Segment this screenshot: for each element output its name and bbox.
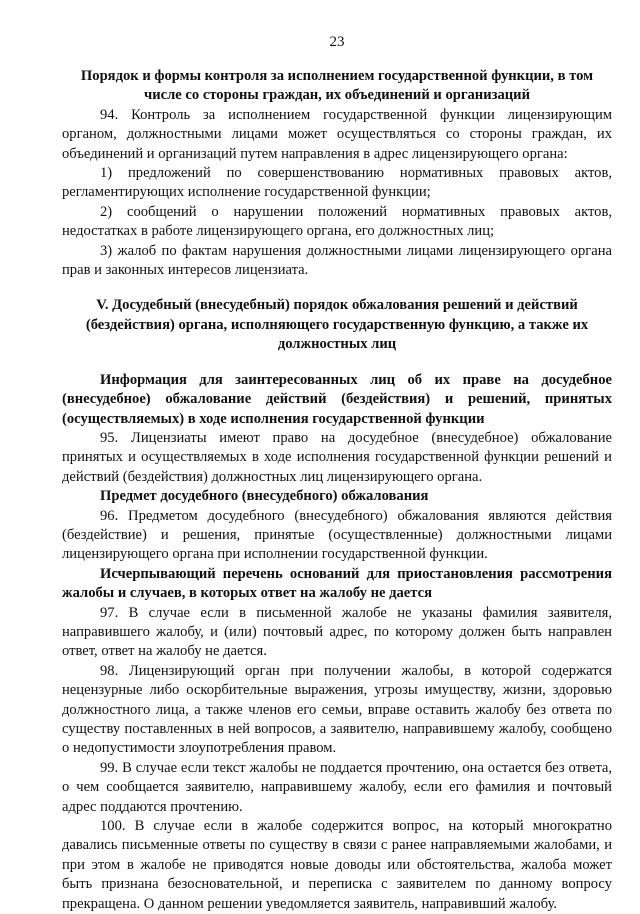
control-section-heading: Порядок и формы контроля за исполнением государственной функции, в том числе со стороны граждан, их объединений и организаций xyxy=(80,68,594,104)
list-item-1: 1) предложений по совершенствованию нормативных правовых актов, регламентирующих исполнение государственной функции; xyxy=(62,165,612,201)
info-subheading: Информация для заинтересованных лиц об их праве на досудебное (внесудебное) обжалование действий (бездействия) и решений, принятых (осуществляемых) в ходе исполнения государственной функции xyxy=(62,371,612,427)
list-item-2: 2) сообщений о нарушении положений нормативных правовых актов, недостатках в работе лицензирующего органа, его должностных лиц; xyxy=(62,203,612,240)
paragraph-95: 95. Лицензиаты имеют право на досудебное (внесудебное) обжалование принятых и осуществляемых в ходе исполнения государственной функции решений и действий (бездействия) должностных лиц лицензирующего органа. xyxy=(62,429,612,485)
paragraph-99: 99. В случае если текст жалобы не поддается прочтению, она остается без ответа, о чем сообщается заявителю, направившему жалобу, если его фамилия и почтовый адрес поддаются прочтению. xyxy=(62,759,612,815)
paragraph-96: 96. Предметом досудебного (внесудебного) обжалования являются действия (бездействие) и решения, принятые (осуществленные) должностными лицами лицензирующего органа при исполнении государственной функции. xyxy=(62,507,612,563)
paragraph-97: 97. В случае если в письменной жалобе не указаны фамилия заявителя, направившего жалобу, и (или) почтовый адрес, по которому должен быть направлен ответ, ответ на жалобу не дается. xyxy=(62,604,612,660)
paragraph-100: 100. В случае если в жалобе содержится вопрос, на который многократно давались письменные ответы по существу в связи с ранее направляемыми жалобами, и при этом в жалобе не приводятся новые доводы или обстоятельства, жалоба может быть признана безосновательной, и переписка с заявителем по данному вопросу прекращена. О данном решении уведомляется заявитель, направивший жалобу. xyxy=(62,818,612,912)
list-item-3: 3) жалоб по фактам нарушения должностными лицами лицензирующего органа прав и законных интересов лицензиата. xyxy=(62,242,612,279)
grounds-subheading: Исчерпывающий перечень оснований для приостановления рассмотрения жалобы и случаев, в которых ответ на жалобу не дается xyxy=(62,565,612,602)
page-number: 23 xyxy=(329,34,345,50)
paragraph-98: 98. Лицензирующий орган при получении жалобы, в которой содержатся нецензурные либо оскорбительные выражения, угрозы имуществу, жизни, здоровью должностного лица, а также членов его семьи, вправе оставить жалобу без ответа по существу поставленных в ней вопросов, а заявителю, направившему жалобу, сообщено о недопустимости злоупотребления правом. xyxy=(62,662,612,757)
subject-subheading: Предмет досудебного (внесудебного) обжалования xyxy=(100,488,429,505)
paragraph-94: 94. Контроль за исполнением государственной функции лицензирующим органом, должностными лицами может осуществляться со стороны граждан, их объединений и организаций путем направления в адрес лицензирующего органа: xyxy=(62,106,612,162)
section-v-heading: V. Досудебный (внесудебный) порядок обжалования решений и действий (бездействия) органа, исполняющего государственную функцию, а также их должностных лиц xyxy=(85,297,589,353)
